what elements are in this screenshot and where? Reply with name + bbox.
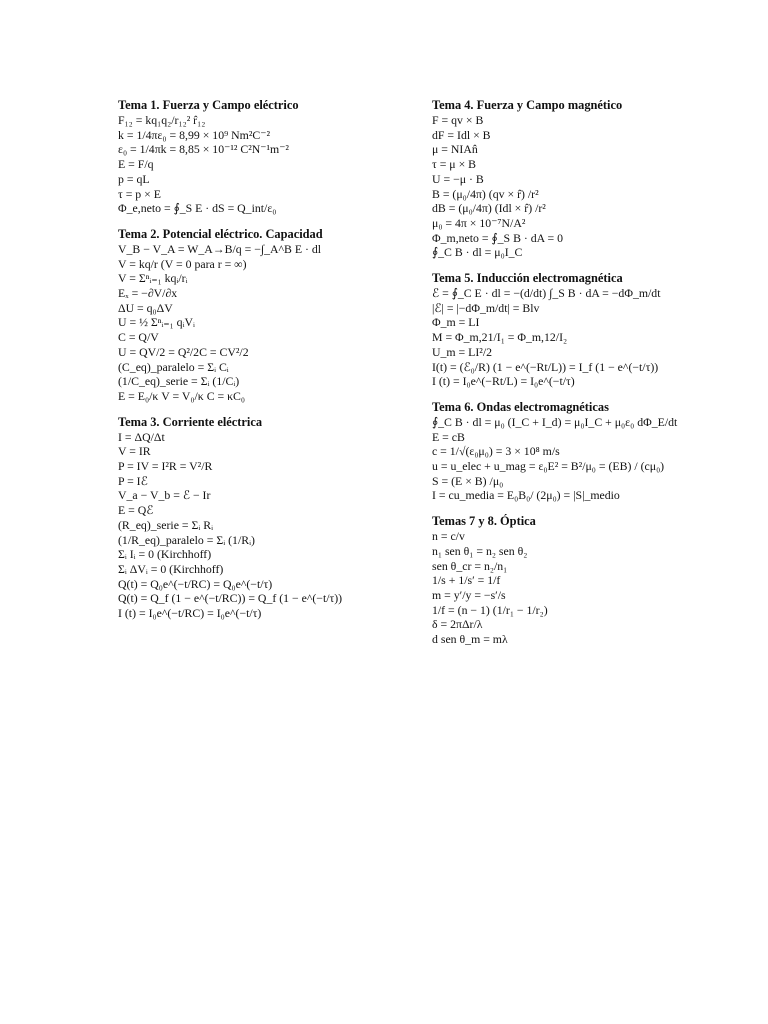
left-column [118, 98, 418, 632]
section [432, 400, 732, 503]
equation: U = QV/2 = Q²/2C = CV²/2 [118, 344, 249, 359]
equation: Φ_m,neto = ∮_S B · dA = 0 [432, 230, 563, 245]
equation: 1/s + 1/s′ = 1/f [432, 573, 501, 588]
equation: I (t) = I₀e^(−Rt/L) = I₀e^(−t/τ) [432, 374, 575, 389]
equation: V = Σⁿᵢ₌₁ kqᵢ/rᵢ [118, 271, 188, 286]
equation: Σᵢ Iᵢ = 0 (Kirchhoff) [118, 547, 212, 562]
equation: E = cB [432, 429, 465, 444]
section-title: Tema 5. Inducción electromagnética [432, 271, 623, 286]
equation: Φ_e,neto = ∮_S E · dS = Q_int/ε₀ [118, 201, 277, 216]
equation: dF = Idl × B [432, 127, 491, 142]
section [432, 271, 732, 389]
equation: V = kq/r (V = 0 para r = ∞) [118, 256, 247, 271]
equation: E = E₀/κ V = V₀/κ C = κC₀ [118, 388, 246, 403]
section [118, 415, 418, 621]
equation: Σᵢ ΔVᵢ = 0 (Kirchhoff) [118, 561, 224, 576]
equation: δ = 2πΔr/λ [432, 617, 483, 632]
equation: C = Q/V [118, 330, 159, 345]
equation: V_B − V_A = W_A→B/q = −∫_A^B E · dl [118, 241, 322, 256]
equation: (1/R_eq)_paralelo = Σᵢ (1/Rᵢ) [118, 532, 255, 547]
equation: μ₀ = 4π × 10⁻⁷N/A² [432, 215, 526, 230]
equation: I = ΔQ/Δt [118, 429, 165, 444]
equation: ∮_C B · dl = μ₀I_C [432, 245, 523, 260]
equation: U_m = LI²/2 [432, 344, 492, 359]
equation: E = Qℰ [118, 503, 154, 518]
equation: V_a − V_b = ℰ − Ir [118, 488, 211, 503]
equation: c = 1/√(ε₀μ₀) = 3 × 10⁸ m/s [432, 444, 560, 459]
section [432, 98, 732, 260]
section-title: Tema 6. Ondas electromagnéticas [432, 399, 609, 414]
equation: u = u_elec + u_mag = ε₀E² = B²/μ₀ = (EB) / (cμ₀) [432, 459, 665, 474]
equation: M = Φ_m,21/I₁ = Φ_m,12/I₂ [432, 330, 568, 345]
equation: ΔU = q₀ΔV [118, 300, 173, 315]
section-title: Tema 3. Corriente eléctrica [118, 414, 263, 429]
equation: n₁ sen θ₁ = n₂ sen θ₂ [432, 543, 528, 558]
section-title: Tema 2. Potencial eléctrico. Capacidad [118, 226, 323, 241]
equation: F₁₂ = kq₁q₂/r₁₂² r̂₁₂ [118, 113, 206, 127]
equation: U = −μ · B [432, 171, 484, 186]
section-title: Tema 4. Fuerza y Campo magnético [432, 98, 623, 112]
equation: I = cu_media = E₀B₀/ (2μ₀) = |S|_medio [432, 488, 620, 503]
equation: ℰ = ∮_C E · dl = −(d/dt) ∫_S B · dA = −dΦ_m/dt [432, 286, 661, 301]
section-title: Tema 1. Fuerza y Campo eléctrico [118, 98, 299, 112]
equation: (C_eq)_paralelo = Σᵢ Cᵢ [118, 359, 229, 374]
equation: P = IV = I²R = V²/R [118, 459, 213, 474]
section [118, 227, 418, 404]
equation: Q(t) = Q_f (1 − e^(−t/RC)) = Q_f (1 − e^(−t/τ)) [118, 591, 343, 606]
equation: Eₓ = −∂V/∂x [118, 286, 178, 301]
equation: I (t) = I₀e^(−t/RC) = I₀e^(−t/τ) [118, 606, 262, 621]
equation: (R_eq)_serie = Σᵢ Rᵢ [118, 517, 214, 532]
equation: U = ½ Σⁿᵢ₌₁ qᵢVᵢ [118, 315, 195, 330]
equation: I(t) = (ℰ₀/R) (1 − e^(−Rt/L)) = I_f (1 − e^(−t/τ)) [432, 359, 659, 374]
equation: E = F/q [118, 157, 154, 172]
equation: τ = p × E [118, 186, 161, 201]
section-title: Temas 7 y 8. Óptica [432, 514, 536, 529]
equation: n = c/v [432, 529, 465, 544]
equation: F = qv × B [432, 113, 484, 127]
equation: Q(t) = Q₀e^(−t/RC) = Q₀e^(−t/τ) [118, 576, 273, 591]
equation: dB = (μ₀/4π) (Idl × r̂) /r² [432, 201, 546, 216]
section [432, 514, 732, 647]
equation: P = Iℰ [118, 473, 148, 488]
section [118, 98, 418, 216]
equation: m = y′/y = −s′/s [432, 587, 506, 602]
equation: B = (μ₀/4π) (qv × r̂) /r² [432, 186, 539, 201]
equation: τ = μ × B [432, 157, 477, 172]
equation: ε₀ = 1/4πk = 8,85 × 10⁻¹² C²N⁻¹m⁻² [118, 142, 289, 157]
equation: 1/f = (n − 1) (1/r₁ − 1/r₂) [432, 602, 548, 617]
equation: k = 1/4πε₀ = 8,99 × 10⁹ Nm²C⁻² [118, 127, 271, 142]
equation: (1/C_eq)_serie = Σᵢ (1/Cᵢ) [118, 374, 240, 389]
equation: p = qL [118, 171, 150, 186]
equation: |ℰ| = |−dΦ_m/dt| = Blv [432, 300, 540, 315]
equation: V = IR [118, 444, 151, 459]
right-column [432, 98, 732, 658]
equation: sen θ_cr = n₂/n₁ [432, 558, 508, 573]
equation: S = (E × B) /μ₀ [432, 473, 504, 488]
equation: d sen θ_m = mλ [432, 632, 508, 647]
equation: ∮_C B · dl = μ₀ (I_C + I_d) = μ₀I_C + μ₀ε₀ dΦ_E/dt [432, 414, 678, 429]
equation: Φ_m = LI [432, 315, 480, 330]
equation: μ = NIAn̂ [432, 142, 478, 157]
